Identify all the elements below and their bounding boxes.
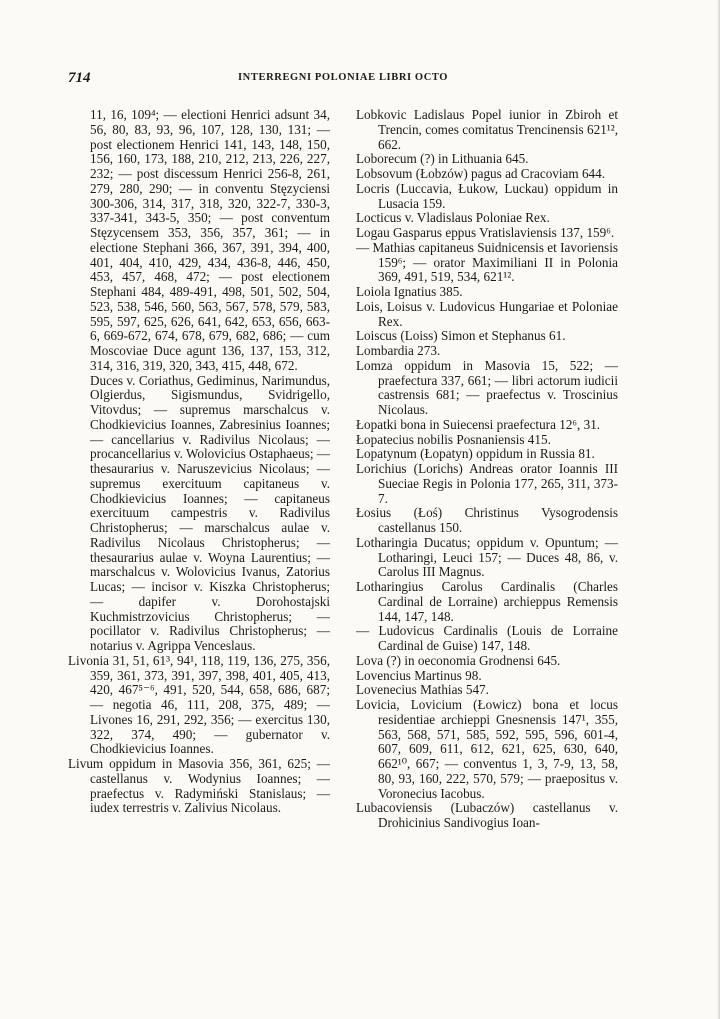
index-entry: Lotharingius Carolus Cardinalis (Charles Cardinal de Lorraine) archieppus Remensis 144, 147, 148. (356, 579, 618, 624)
index-entry: Lotharingia Ducatus; oppidum v. Opuntum; — Lotharingi, Leuci 157; — Duces 48, 86, v. Carolus III Magnus. (356, 534, 618, 580)
index-entry: Lovicia, Lovicium (Łowicz) bona et locus residentiae archieppi Gnesnensis 147¹, 355, 563, 568, 571, 585, 592, 595, 596, 601-4, 607, 609, 611, 612, 621, 625, 630, 640, 662¹⁰, 667; — conventus 1, 3, 7-9, 13, 58, 80, 93, 160, 222, 570, 579; — praepositus v. Voronecius Iacobus. (356, 697, 618, 801)
index-entry: Lovencius Martinus 98. (356, 667, 482, 683)
running-title: INTERREGNI POLONIAE LIBRI OCTO (238, 72, 449, 83)
index-entry: Lorichius (Lorichs) Andreas orator Ioannis III Sueciae Regis in Polonia 177, 265, 311, 373-7. (356, 461, 618, 506)
index-column-right (356, 108, 618, 831)
index-column-left (68, 108, 330, 816)
page-header (68, 70, 608, 88)
index-entry: Lobkovic Ladislaus Popel iunior in Zbiroh et Trencin, comes comitatus Trencinensis 621¹², 662. (356, 107, 618, 152)
index-entry: Loiola Ignatius 385. (356, 284, 463, 299)
index-entry: Lopatynum (Łopatyn) oppidum in Russia 81. (356, 446, 595, 462)
index-entry: Loborecum (?) in Lithuania 645. (356, 151, 529, 167)
index-entry: Lovenecius Mathias 547. (356, 682, 489, 698)
page-number: 714 (68, 70, 91, 86)
index-entry: Locris (Luccavia, Łukow, Luckau) oppidum in Lusacia 159. (356, 180, 618, 211)
index-subentry: Duces v. Coriathus, Gediminus, Narimundus, Olgierdus, Sigismundus, Svidrigello, Vitovdus; — supremus marschalcus v. Chodkievicius Ioannes, Zabresinius Ioannes; — cancellarius v. Radivilus Nicolaus; — procancellarius v. Wolovicius Ostaphaeus; — thesaurarius v. Naruszevicius Nicolaus; — supremus exercituum capitaneus v. Chodkievicius Ioannes; — capitaneus exercituum campestris v. Radivilus Christopherus; — marschalcus aulae v. Radivilus Nicolaus Christopherus; — thesaurarius aulae v. Woyna Laurentius; — marschalcus v. Wolovicius Ivanus, Zatorius Lucas; — incisor v. Kiszka Christopherus; — dapifer v. Dorohostajski Kuchmistrzovicius Christopherus; — pocillator v. Radivilus Christopherus; — notarius v. Agrippa Venceslaus. (90, 372, 330, 653)
index-entry: Łopatki bona in Suiecensi praefectura 12⁶, 31. (356, 416, 601, 432)
index-entry: Lova (?) in oeconomia Grodnensi 645. (356, 652, 561, 668)
index-entry: Lois, Loisus v. Ludovicus Hungariae et Poloniae Rex. (356, 298, 618, 329)
index-entry: Logau Gasparus eppus Vratislaviensis 137, 159⁶. (356, 225, 615, 240)
index-entry: Łosius (Łoś) Christinus Vysogrodensis castellanus 150. (356, 505, 618, 535)
index-entry: Lombardia 273. (356, 343, 441, 358)
index-entry: Loiscus (Loiss) Simon et Stephanus 61. (356, 328, 566, 344)
index-entry: — Mathias capitaneus Suidnicensis et Iavoriensis 159⁶; — orator Maximiliani II in Polonia 369, 491, 519, 534, 621¹². (356, 239, 618, 285)
index-entry: Lomza oppidum in Masovia 15, 522; — praefectura 337, 661; — libri actorum iudicii castrensis 681; — praefectus v. Troscinius Nicolaus. (356, 357, 618, 417)
index-entry: Lobsovum (Łobzów) pagus ad Cracoviam 644. (356, 166, 606, 181)
index-entry: Livum oppidum in Masovia 356, 361, 625; — castellanus v. Wodynius Ioannes; — praefectus v. Radymiński Stanislaus; — iudex terrestris v. Zalivius Nicolaus. (68, 756, 330, 816)
index-entry: — Ludovicus Cardinalis (Louis de Lorraine Cardinal de Guise) 147, 148. (356, 623, 618, 653)
index-entry: 11, 16, 109⁴; — electioni Henrici adsunt 34, 56, 80, 83, 93, 96, 107, 128, 130, 131; — post electionem Henrici 141, 143, 148, 150, 156, 160, 173, 188, 210, 212, 213, 226, 227, 232; — post discessum Henrici 256-8, 261, 279, 280, 290; — in conventu Stęzyciensi 300-306, 314, 317, 318, 320, 322-7, 330-3, 337-341, 343-5, 350; — post conventum Stęzycensem 353, 356, 357, 361; — in electione Stephani 366, 367, 391, 394, 400, 401, 404, 410, 429, 434, 436-8, 446, 450, 453, 457, 468, 472; — post electionem Stephani 484, 489-491, 498, 501, 502, 504, 523, 538, 546, 560, 563, 567, 578, 579, 583, 595, 597, 625, 626, 641, 642, 653, 656, 663-6, 669-672, 674, 678, 679, 682, 686; — cum Moscoviae Duce agunt 136, 137, 153, 312, 314, 316, 319, 320, 343, 415, 448, 672. (90, 107, 330, 373)
index-entry: Livonia 31, 51, 61³, 94¹, 118, 119, 136, 275, 356, 359, 361, 373, 391, 397, 398, 401, 405, 413, 420, 467⁵⁻⁶, 491, 520, 544, 658, 686, 687; — negotia 46, 111, 208, 375, 489; — Livones 16, 291, 292, 356; — exercitus 130, 322, 374, 490; — gubernator v. Chodkievicius Ioannes. (68, 652, 330, 757)
index-entry: Lubacoviensis (Lubaczów) castellanus v. Drohicinius Sandivogius Ioan- (356, 800, 618, 830)
index-entry: Locticus v. Vladislaus Poloniae Rex. (356, 210, 550, 226)
index-entry: Łopatecius nobilis Posnaniensis 415. (356, 431, 551, 447)
